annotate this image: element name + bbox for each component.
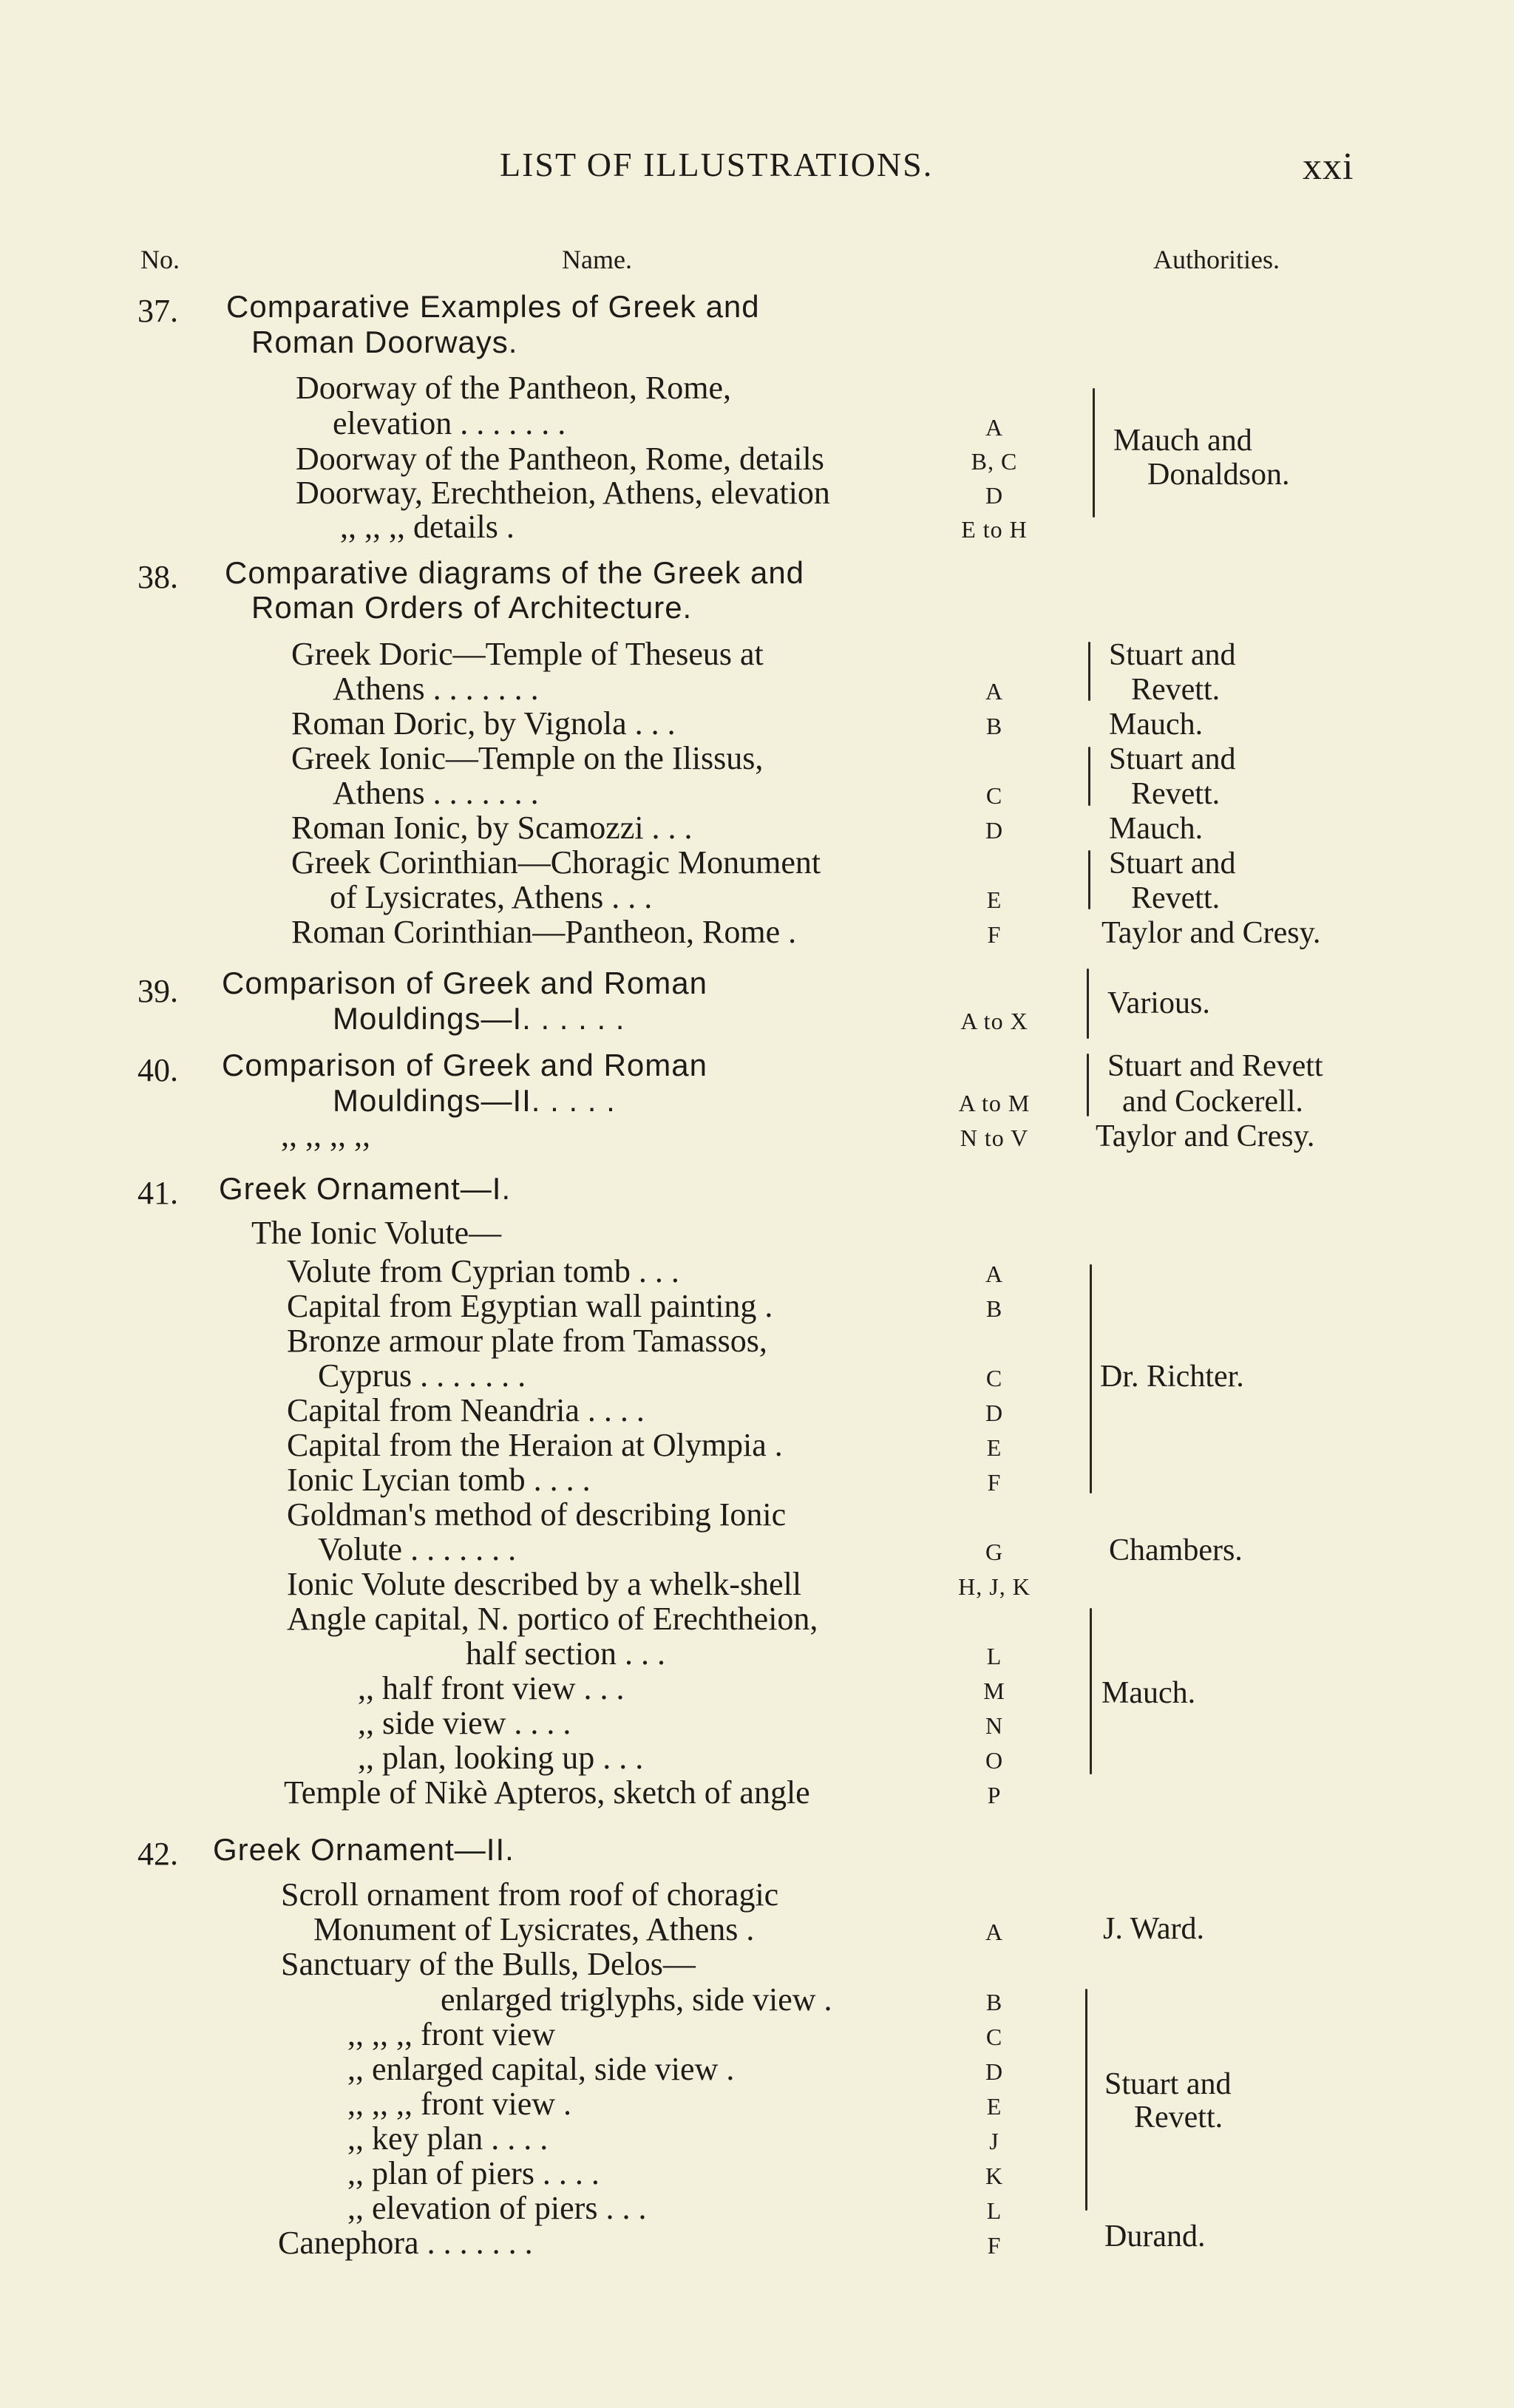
plate-letter: A [985, 1261, 1004, 1287]
authority: Donaldson. [1147, 458, 1290, 492]
page-number: xxi [1303, 146, 1354, 188]
authority: Taylor and Cresy. [1101, 916, 1321, 950]
grouping-brace [1088, 642, 1090, 701]
list-item: Cyprus . . . . . . . [318, 1357, 526, 1394]
plate-letter: C [985, 1365, 1003, 1391]
column-head-authorities: Authorities. [1153, 245, 1280, 274]
grouping-brace [1093, 388, 1095, 518]
plate-letter: A [985, 678, 1004, 705]
plate-letter: E [986, 1434, 1002, 1461]
entry-title: Comparison of Greek and Roman [222, 1048, 707, 1082]
plate-letter: A [985, 414, 1004, 441]
authority: Stuart and [1109, 742, 1236, 776]
authority: Stuart and [1104, 2067, 1232, 2101]
plate-letter: F [987, 1469, 1002, 1496]
entry-number: 37. [138, 293, 178, 329]
authority: Revett. [1134, 2100, 1223, 2134]
list-item: Greek Doric—Temple of Theseus at [291, 636, 764, 672]
list-item: ,, half front view . . . [358, 1670, 625, 1706]
plate-letter: H, J, K [958, 1573, 1031, 1600]
entry-number: 40. [138, 1052, 178, 1088]
list-item: Greek Corinthian—Choragic Monument [291, 844, 821, 881]
list-item: Scroll ornament from roof of choragic [281, 1876, 779, 1913]
plate-letter: F [987, 2232, 1002, 2259]
authority: Revett. [1131, 673, 1221, 707]
plate-letter: B [985, 1295, 1003, 1322]
column-head-no: No. [140, 245, 180, 274]
list-item: Roman Ionic, by Scamozzi . . . [291, 810, 693, 846]
authority: Stuart and [1109, 638, 1236, 672]
list-item: ,, side view . . . . [358, 1705, 571, 1741]
grouping-brace [1087, 969, 1089, 1039]
plate-letter: D [985, 2058, 1004, 2085]
authority: Dr. Richter. [1100, 1360, 1244, 1394]
list-item: enlarged triglyphs, side view . [441, 1981, 832, 2018]
plate-letter: P [987, 1782, 1002, 1808]
list-item: Roman Doric, by Vignola . . . [291, 705, 676, 742]
list-item: ,, ,, ,, front view [347, 2016, 556, 2052]
list-item: Angle capital, N. portico of Erechtheion, [287, 1601, 818, 1637]
authority: J. Ward. [1103, 1912, 1204, 1946]
plate-letter: A to X [960, 1008, 1028, 1034]
entry-title: Mouldings—II. . . . . [333, 1083, 616, 1118]
list-item: ,, plan, looking up . . . [358, 1740, 644, 1776]
list-item: Ionic Lycian tomb . . . . [287, 1462, 591, 1498]
authority: Various. [1107, 986, 1210, 1020]
plate-letter: N [985, 1712, 1004, 1739]
authority: Mauch and [1113, 424, 1252, 458]
plate-letter: B [985, 713, 1003, 739]
authority: Stuart and [1109, 847, 1236, 881]
entry-number: 38. [138, 559, 178, 595]
grouping-brace [1087, 1054, 1089, 1116]
list-item: half section . . . [466, 1635, 666, 1672]
plate-letter: N to V [960, 1125, 1029, 1151]
subheading: The Ionic Volute— [251, 1215, 502, 1251]
plate-letter: L [986, 2197, 1002, 2224]
plate-letter: B [985, 1989, 1003, 2015]
grouping-brace [1088, 747, 1090, 806]
plate-letter: G [985, 1539, 1004, 1565]
list-item: Canephora . . . . . . . [278, 2225, 533, 2261]
list-item: ,, elevation of piers . . . [347, 2190, 647, 2226]
list-item: Monument of Lysicrates, Athens . [313, 1911, 755, 1947]
plate-letter: C [985, 782, 1003, 809]
plate-letter: J [989, 2128, 999, 2154]
entry-title: Roman Doorways. [251, 325, 518, 359]
plate-letter: D [985, 482, 1004, 509]
authority: Stuart and Revett [1107, 1049, 1323, 1083]
list-item: Volute from Cyprian tomb . . . [287, 1253, 679, 1289]
entry-title: Comparison of Greek and Roman [222, 966, 707, 1000]
list-item: Roman Corinthian—Pantheon, Rome . [291, 914, 797, 950]
plate-letter: L [986, 1643, 1002, 1669]
plate-letter: E to H [961, 516, 1028, 543]
grouping-brace [1088, 850, 1090, 909]
entry-title: Comparative Examples of Greek and [226, 289, 760, 324]
column-head-name: Name. [562, 245, 632, 274]
list-item: ,, key plan . . . . [347, 2120, 549, 2157]
entry-title: Greek Ornament—II. [213, 1832, 515, 1867]
list-item: ,, ,, ,, details . [340, 509, 515, 545]
plate-letter: F [987, 921, 1002, 948]
list-item: ,, ,, ,, front view . [347, 2086, 572, 2122]
plate-letter: C [985, 2024, 1003, 2050]
list-item: Volute . . . . . . . [318, 1531, 517, 1567]
list-item: Temple of Nikè Apteros, sketch of angle [284, 1774, 810, 1811]
authority: Chambers. [1109, 1533, 1243, 1567]
plate-letter: B, C [971, 448, 1018, 475]
entry-title: Mouldings—I. . . . . . [333, 1001, 625, 1036]
grouping-brace [1085, 1989, 1087, 2211]
entry-title: Comparative diagrams of the Greek and [225, 555, 805, 590]
list-item: ,, ,, ,, ,, [281, 1117, 370, 1153]
plate-letter: O [985, 1747, 1004, 1774]
authority: Revett. [1131, 881, 1221, 915]
list-item: Athens . . . . . . . [333, 671, 539, 707]
plate-letter: D [985, 1400, 1004, 1426]
entry-number: 42. [138, 1836, 178, 1872]
entry-title: Greek Ornament—I. [219, 1171, 512, 1206]
list-item: elevation . . . . . . . [333, 405, 566, 441]
authority: Mauch. [1109, 812, 1204, 846]
grouping-brace [1090, 1608, 1092, 1774]
entry-title: Roman Orders of Architecture. [251, 590, 693, 625]
running-title: LIST OF ILLUSTRATIONS. [500, 146, 934, 183]
authority: Taylor and Cresy. [1096, 1119, 1315, 1153]
list-item: Capital from Neandria . . . . [287, 1392, 645, 1428]
plate-letter: E [986, 886, 1002, 913]
entry-number: 41. [138, 1175, 178, 1211]
list-item: Athens . . . . . . . [333, 775, 539, 811]
list-item: of Lysicrates, Athens . . . [330, 879, 653, 915]
list-item: Doorway of the Pantheon, Rome, [296, 370, 731, 406]
list-item: ,, plan of piers . . . . [347, 2155, 600, 2191]
list-item: Capital from the Heraion at Olympia . [287, 1427, 783, 1463]
list-item: Sanctuary of the Bulls, Delos— [281, 1946, 696, 1982]
authority: Revett. [1131, 777, 1221, 811]
plate-letter: K [985, 2163, 1004, 2189]
list-item: Doorway of the Pantheon, Rome, details [296, 441, 824, 477]
plate-letter: A to M [958, 1090, 1031, 1116]
plate-letter: A [985, 1919, 1004, 1945]
grouping-brace [1090, 1264, 1092, 1493]
plate-letter: M [983, 1678, 1005, 1704]
authority: Durand. [1104, 2219, 1206, 2253]
entry-number: 39. [138, 973, 178, 1009]
authority: Mauch. [1101, 1676, 1196, 1710]
list-item: Bronze armour plate from Tamassos, [287, 1323, 767, 1359]
list-item: ,, enlarged capital, side view . [347, 2051, 735, 2087]
list-item: Greek Ionic—Temple on the Ilissus, [291, 740, 764, 776]
list-item: Capital from Egyptian wall painting . [287, 1288, 773, 1324]
authority: and Cockerell. [1122, 1085, 1303, 1119]
plate-letter: E [986, 2093, 1002, 2120]
plate-letter: D [985, 817, 1004, 844]
list-item: Ionic Volute described by a whelk-shell [287, 1566, 802, 1602]
authority: Mauch. [1109, 708, 1204, 742]
list-item: Doorway, Erechtheion, Athens, elevation [296, 475, 830, 511]
list-item: Goldman's method of describing Ionic [287, 1496, 787, 1533]
